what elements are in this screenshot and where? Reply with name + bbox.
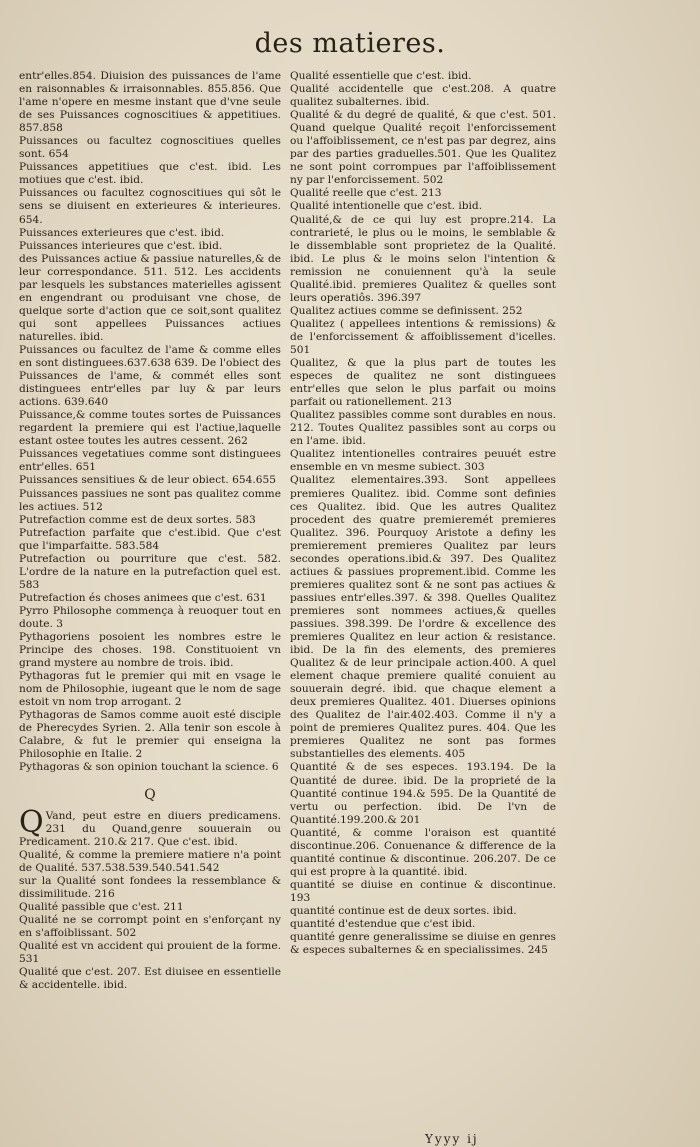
index-entry: Pythagoras de Samos comme auoit esté disciple de Pherecydes Syrien. 2. Alla tenir son escole à Calabre, & fut le premier qui enseigna la Philosophie en Italie. 2: [19, 709, 281, 761]
right-column: [290, 70, 556, 957]
index-entry: Qualitez ( appellees intentions & remissions) & de l'enforcissement & affoiblissement d'icelles. 501: [290, 317, 556, 356]
index-entry: Putrefaction comme est de deux sortes. 583: [19, 513, 256, 526]
index-entry: Qualitez passibles comme sont durables en nous. 212. Toutes Qualitez passibles sont au corps ou en l'ame. ibid.: [290, 409, 556, 448]
index-entry: Qualité, & comme la premiere matiere n'a point de Qualité. 537.538.539.540.541.542: [19, 848, 281, 874]
index-entry: Putrefaction ou pourriture que c'est. 582. L'ordre de la nature en la putrefaction quel est. 583: [19, 552, 281, 591]
index-entry: quantité se diuise en continue & discontinue. 193: [290, 878, 556, 904]
index-entry: Qualité intentionelle que c'est. ibid.: [290, 200, 483, 213]
index-entry: quantité d'estendue que c'est ibid.: [290, 918, 476, 931]
section-letter: Q: [144, 786, 156, 803]
index-entry: Puissances ou facultez de l'ame & comme elles en sont distinguees.637.638 639. De l'obiect des Puissances de l'ame, & commét elles sont distinguees entr'elles par luy & par leurs actions. 639.640: [19, 343, 281, 409]
index-entry: Pythagoriens posoient les nombres estre le Principe des choses. 198. Constituoient vn grand mystere au nombre de trois. ibid.: [19, 631, 281, 670]
index-entry: Putrefaction és choses animees que c'est. 631: [19, 591, 267, 604]
index-entry: Qualité est vn accident qui prouient de la forme. 531: [19, 940, 281, 966]
index-entry: Qualité accidentelle que c'est.208. A quatre qualitez subalternes. ibid.: [290, 83, 556, 109]
index-entry: sur la Qualité sont fondees la ressemblance & dissimilitude. 216: [19, 874, 281, 900]
page-header: des matieres.: [254, 28, 446, 59]
index-entry: Puissances sensitiues & de leur obiect. 654.655: [19, 474, 276, 487]
index-entry: Puissances interieures que c'est. ibid.: [19, 239, 223, 252]
index-entry: [19, 804, 281, 849]
index-entry: Qualitez, & que la plus part de toutes les especes de qualitez ne sont distinguees entr'elles que selon le plus parfait ou moins parfait ou rationellement. 213: [290, 357, 556, 409]
index-entry: Qualitez actiues comme se definissent. 252: [290, 304, 523, 317]
index-entry: Qualité ne se corrompt point en s'enforçant ny en s'affoiblissant. 502: [19, 913, 281, 939]
index-entry: Qualité,& de ce qui luy est propre.214. La contrarieté, le plus ou le moins, le semblable & le dissemblable sont proprietez de la Qualité. ibid. Le plus & le moins selon l'intention & remission ne conuiennent qu'à la seule Qualité.ibid. premieres Qualitez & quelles sont leurs operatiôs. 396.397: [290, 213, 556, 304]
index-entry: Puissances exterieures que c'est. ibid.: [19, 226, 225, 239]
index-entry: Qualité reelle que c'est. 213: [290, 187, 442, 200]
index-entry: Puissances appetitiues que c'est. ibid. Les motiues que c'est. ibid.: [19, 161, 281, 187]
index-entry: Quantité, & comme l'oraison est quantité discontinue.206. Conuenance & difference de la quantité continue & discontinue. 206.207. De ce qui est propre à la quantité. ibid.: [290, 826, 556, 878]
index-entry: quantité continue est de deux sortes. ibid.: [290, 905, 517, 917]
signature-mark: Yyyy ij: [425, 1132, 479, 1146]
index-entry: Quantité & de ses especes. 193.194. De la Quantité de duree. ibid. De la proprieté de la Quantité continue 194.& 595. De la Quantité de vertu ou perfection. ibid. De l'vn de Quantité.199.200.& 201: [290, 761, 556, 826]
index-entry: Putrefaction parfaite que c'est.ibid. Que c'est que l'imparfaitte. 583.584: [19, 526, 281, 552]
index-entry: Qualité passible que c'est. 211: [19, 900, 184, 913]
index-entry: Qualitez intentionelles contraires peuuét estre ensemble en vn mesme subiect. 303: [290, 448, 556, 474]
drop-cap: Q: [19, 804, 44, 840]
index-entry: Puissances vegetatiues comme sont distinguees entr'elles. 651: [19, 448, 281, 474]
index-entry-text: Vand, peut estre en diuers predicamens. 231 du Quand,genre souuerain ou Predicament. 210.& 217. Que c'est. ibid.: [19, 809, 281, 848]
index-entry: Puissances ou facultez cognoscitiues quelles sont. 654: [19, 135, 281, 161]
index-entry: Qualité & du degré de qualité, & que c'est. 501. Quand quelque Qualité reçoit l'enforcissement ou l'affoiblissement, ce n'est pas par degrez, ains par des parties graduelles.501. Que les Qualitez ne sont point corrompues par l'affoiblissement ny par l'enforcissement. 502: [290, 109, 556, 187]
index-entry: entr'elles.854. Diuision des puissances de l'ame en raisonnables & irraisonnables. 855.856. Que l'ame n'opere en mesme instant que d'vne seule de ses Puissances cognoscitiues & appetitiues. 857.858: [19, 70, 281, 135]
index-entry: Puissance,& comme toutes sortes de Puissances regardent la premiere qui est l'actiue,laquelle estant ostee toutes les autres cessent. 262: [19, 409, 281, 448]
index-entry: des Puissances actiue & passiue naturelles,& de leur correspondance. 511. 512. Les accidents par lesquels les substances materielles agissent en engendrant ou produisant vne chose, de quelque sorte d'action que ce soit,sont qualitez qui sont appellees Puissances actiues naturelles. ibid.: [19, 252, 281, 343]
index-entry: Qualité que c'est. 207. Est diuisee en essentielle & accidentelle. ibid.: [19, 966, 281, 992]
left-column: [19, 70, 281, 992]
index-entry: quantité genre generalissime se diuise en genres & especes subalternes & en specialissimes. 245: [290, 931, 556, 957]
index-entry: Pyrro Philosophe commença à reuoquer tout en doute. 3: [19, 604, 281, 630]
index-entry: Qualitez elementaires.393. Sont appellees premieres Qualitez. ibid. Comme sont definies ces Qualitez. ibid. Que les autres Qualitez procedent des quatre premieremét premieres Qualitez. 396. Pourquoy Aristote a definy les premierement premieres Qualitez par leurs secondes operations.ibid.& 397. Des Qualitez actiues & passiues proprement.ibid. Comme les premieres qualitez sont & ne sont pas actiues & passiues entr'elles.397. & 398. Quelles Qualitez premieres sont nommees actiues,& quelles passiues. 398.399. De l'ordre & excellence des premieres Qualitez en leur action & resistance. ibid. De la fin des elements, des premieres Qualitez & de leur principale action.400. A quel element chaque premiere qualité conuient au souuerain degré. ibid. que chaque element a deux premieres Qualitez. 401. Diuerses opinions des Qualitez de l'air.402.403. Comme il n'y a point de premieres Qualitez pures. 404. Que les premieres Qualitez ne sont pas formes substantielles des elements. 405: [290, 474, 556, 761]
index-entry: Qualité essentielle que c'est. ibid.: [290, 70, 472, 82]
index-entry: Puissances passiues ne sont pas qualitez comme les actiues. 512: [19, 487, 281, 513]
index-entry: Pythagoras & son opinion touchant la science. 6: [19, 761, 279, 774]
index-entry: Puissances ou facultez cognoscitiues qui sôt le sens se diuisent en exterieures & interieures. 654.: [19, 187, 281, 226]
index-entry: Pythagoras fut le premier qui mit en vsage le nom de Philosophie, iugeant que le nom de sage estoit vn nom trop arrogant. 2: [19, 670, 281, 709]
